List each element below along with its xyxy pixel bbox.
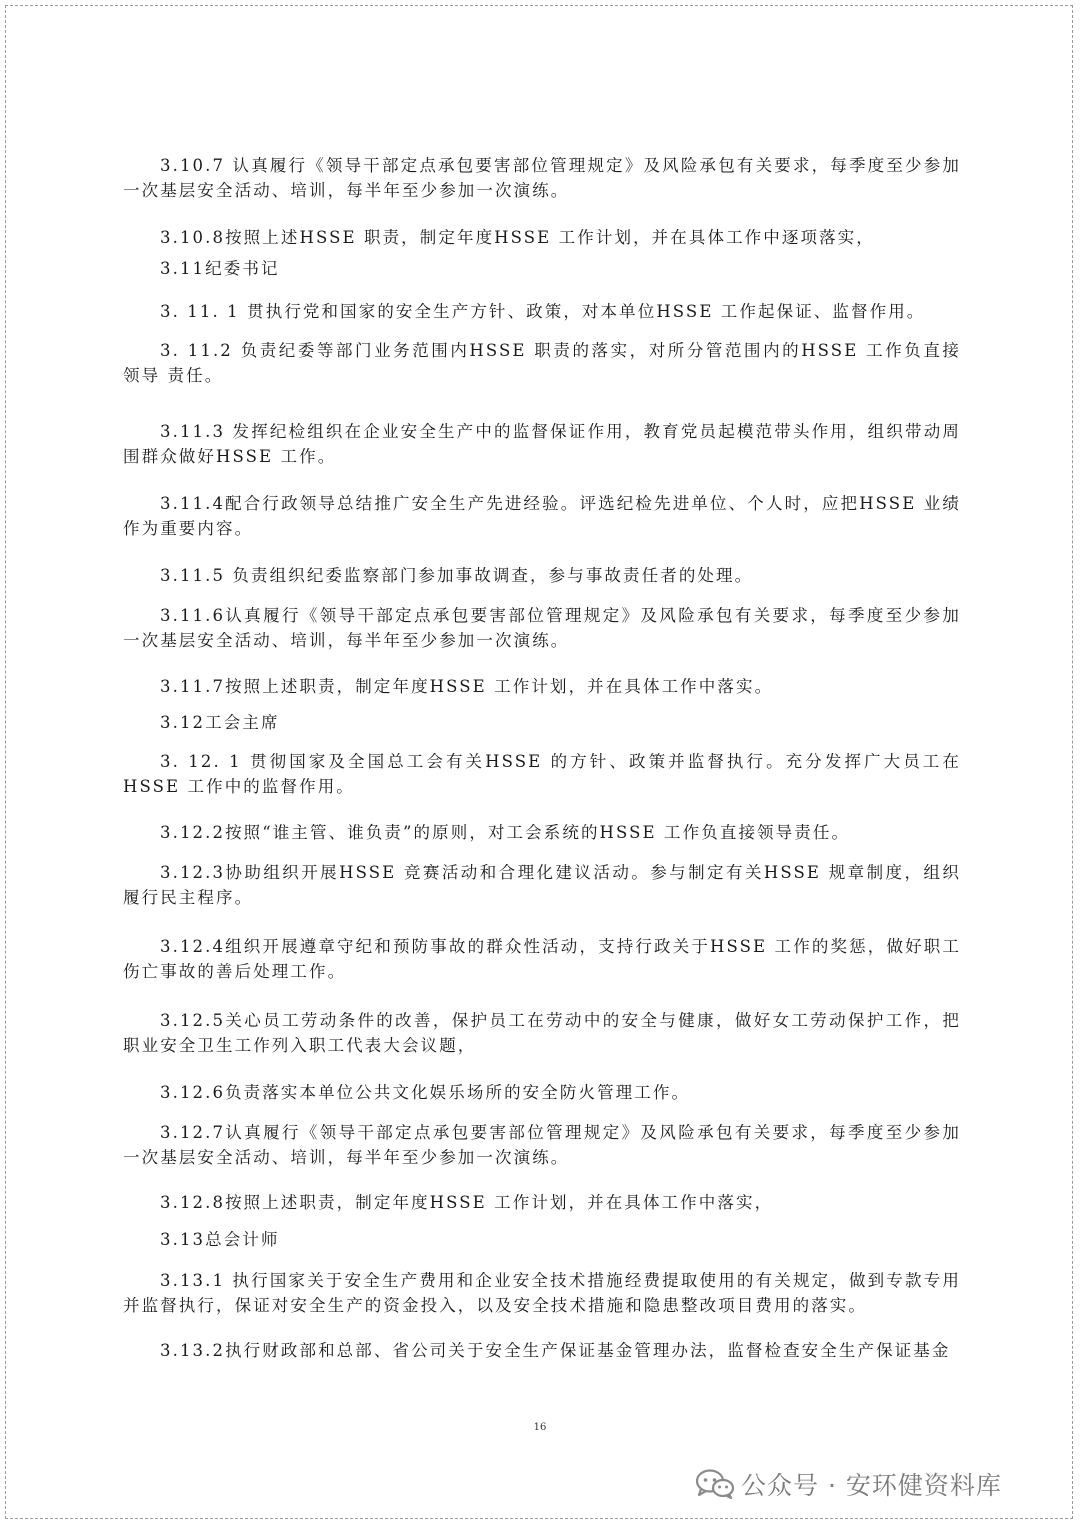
section-heading-3-13: 3.13总会计师 bbox=[160, 1230, 280, 1249]
paragraph-3-13-1: 3.13.1 执行国家关于安全生产费用和企业安全技术措施经费提取使用的有关规定，做到专款专用并监督执行，保证对安全生产的资金投入，以及安全技术措施和隐患整改项目费用的落实。 bbox=[123, 1271, 961, 1315]
paragraph-3-11-4: 3.11.4配合行政领导总结推广安全生产先进经验。评选纪检先进单位、个人时，应把HSSE 业绩作为重要内容。 bbox=[123, 494, 961, 538]
paragraph-3-11-7: 3.11.7按照上述职责，制定年度HSSE 工作计划，并在具体工作中落实。 bbox=[160, 677, 774, 696]
paragraph-3-11-5: 3.11.5 负责组织纪委监察部门参加事故调查，参与事故责任者的处理。 bbox=[160, 566, 754, 585]
paragraph-3-12-4: 3.12.4组织开展遵章守纪和预防事故的群众性活动，支持行政关于HSSE 工作的奖惩，做好职工伤亡事故的善后处理工作。 bbox=[123, 937, 961, 981]
paragraph-3-11-3: 3.11.3 发挥纪检组织在企业安全生产中的监督保证作用，教育党员起模范带头作用，组织带动周围群众做好HSSE 工作。 bbox=[123, 422, 961, 466]
wechat-icon bbox=[695, 1469, 735, 1499]
paragraph-3-10-8: 3.10.8按照上述HSSE 职责，制定年度HSSE 工作计划，并在具体工作中逐项落实， bbox=[160, 228, 875, 247]
watermark-text: 公众号 · 安环健资料库 bbox=[741, 1471, 1002, 1500]
page-number: 16 bbox=[533, 1422, 547, 1433]
section-heading-3-12: 3.12工会主席 bbox=[160, 713, 280, 732]
paragraph-3-12-2: 3.12.2按照“谁主管、谁负责”的原则，对工会系统的HSSE 工作负直接领导责任。 bbox=[160, 823, 851, 842]
paragraph-3-12-7: 3.12.7认真履行《领导干部定点承包要害部位管理规定》及风险承包有关要求，每季度至少参加一次基层安全活动、培训，每半年至少参加一次演练。 bbox=[123, 1123, 961, 1167]
watermark bbox=[695, 1464, 1002, 1504]
paragraph-3-12-6: 3.12.6负责落实本单位公共文化娱乐场所的安全防火管理工作。 bbox=[160, 1083, 691, 1102]
paragraph-3-12-3: 3.12.3协助组织开展HSSE 竞赛活动和合理化建议活动。参与制定有关HSSE 规章制度，组织履行民主程序。 bbox=[123, 863, 961, 907]
section-heading-3-11: 3.11纪委书记 bbox=[160, 259, 280, 278]
paragraph-3-12-8: 3.12.8按照上述职责，制定年度HSSE 工作计划，并在具体工作中落实， bbox=[160, 1193, 774, 1212]
paragraph-3-12-1: 3. 12. 1 贯彻国家及全国总工会有关HSSE 的方针、政策并监督执行。充分发挥广大员工在HSSE 工作中的监督作用。 bbox=[123, 752, 961, 796]
paragraph-3-11-2: 3. 11.2 负责纪委等部门业务范围内HSSE 职责的落实，对所分管范围内的HSSE 工作负直接领导 责任。 bbox=[123, 341, 961, 385]
paragraph-3-11-6: 3.11.6认真履行《领导干部定点承包要害部位管理规定》及风险承包有关要求，每季度至少参加一次基层安全活动、培训，每半年至少参加一次演练。 bbox=[123, 606, 961, 650]
paragraph-3-11-1: 3. 11. 1 贯执行党和国家的安全生产方针、政策，对本单位HSSE 工作起保证、监督作用。 bbox=[160, 302, 926, 321]
paragraph-3-12-5: 3.12.5关心员工劳动条件的改善，保护员工在劳动中的安全与健康，做好女工劳动保护工作，把职业安全卫生工作列入职工代表大会议题， bbox=[123, 1011, 961, 1055]
paragraph-3-10-7: 3.10.7 认真履行《领导干部定点承包要害部位管理规定》及风险承包有关要求，每季度至少参加一次基层安全活动、培训，每半年至少参加一次演练。 bbox=[123, 156, 961, 200]
paragraph-3-13-2: 3.13.2执行财政部和总部、省公司关于安全生产保证基金管理办法，监督检查安全生产保证基金 bbox=[160, 1341, 951, 1360]
